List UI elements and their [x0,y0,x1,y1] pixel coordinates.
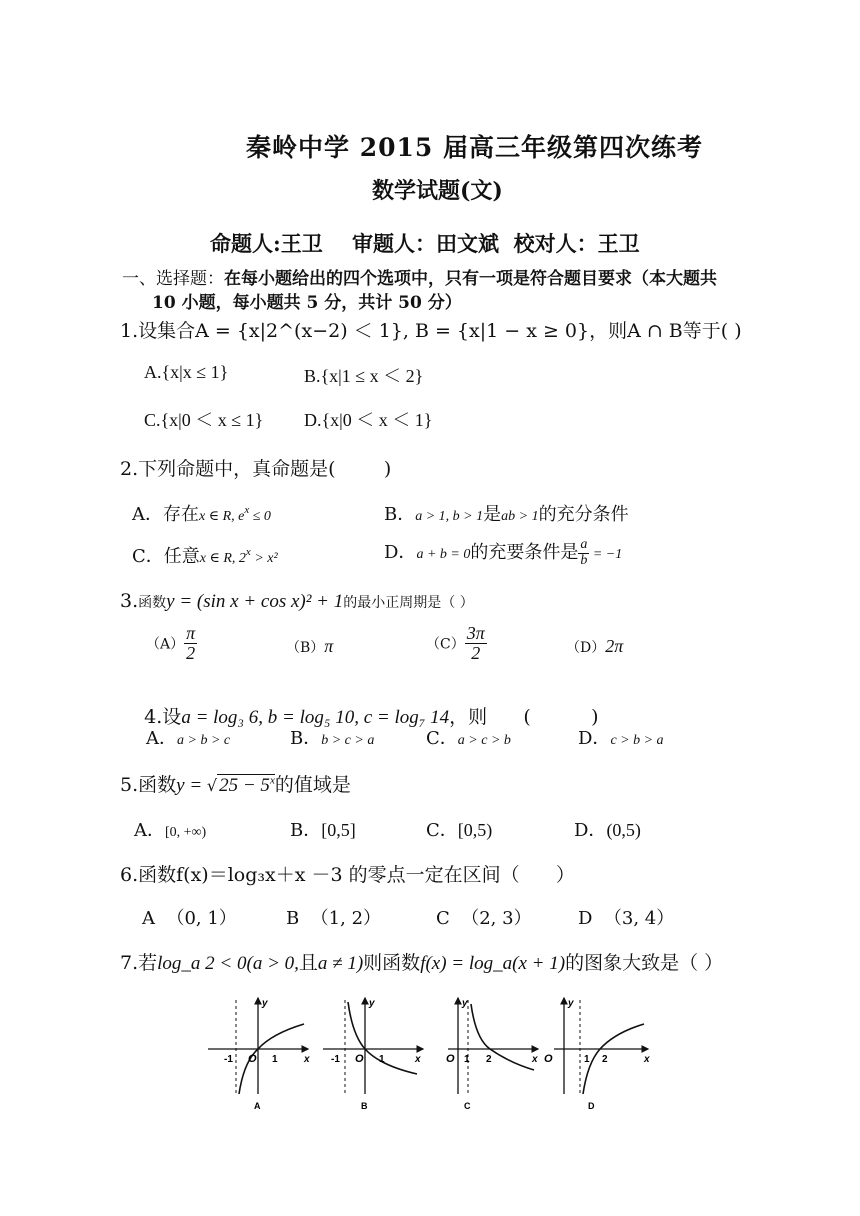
q5-stem: 5.函数y = √ $25 - 5^x$的值域是 [120,774,351,796]
q7-c-tick-2: 2 [486,1054,492,1065]
q7-b-y-label: y [369,998,375,1009]
q3-option-d: （D）2π [566,636,624,656]
q7-graph-c [446,998,538,1111]
q7-d-y-label: y [568,998,574,1009]
q1-stem: 1.设集合A = {x|2^(x−2) ＜ 1}, B = {x|1 − x ≥ 0}，则A ∩ B等于( ) [120,320,742,342]
q7-graph-b [323,998,423,1111]
q3-option-c: （C） $\frac{3\pi}{2}$ [426,623,485,663]
q1-option-b: B.{x|1 ≤ x ＜ 2} [304,366,424,386]
q7-a-label: A [254,1101,261,1111]
q5-option-d: D．(0,5) [574,820,641,841]
q7-stem: 7.若log_a 2 < 0(a > 0,且a ≠ 1)则函数f(x) = log_a(x + 1)的图象大致是（ ） [120,952,724,974]
q7-c-origin: O [446,1053,455,1065]
q2-option-a: A．存在x ∈ R, $e^x \le 0$ [132,504,271,525]
q4-option-c: C．a > c > b [426,728,511,749]
q7-a-tick-neg1: -1 [224,1054,233,1065]
q7-a-tick-1: 1 [272,1054,278,1065]
q7-b-label: B [361,1101,368,1111]
q6-stem: 6.函数f(x)＝log₃x＋x －3 的零点一定在区间（ ） [120,864,575,886]
q7-d-tick-1: 1 [584,1054,590,1065]
q1-option-d: D.{x|0 ＜ x ＜ 1} [304,410,433,430]
q3-option-b: （B）π [286,636,334,656]
q7-b-origin: O [355,1053,364,1065]
q7-graph-d [544,998,650,1111]
q7-d-origin: O [544,1053,553,1065]
q7-b-tick-1: 1 [379,1054,385,1065]
q7-c-y-label: y [462,998,468,1009]
q7-graph-a [208,998,310,1111]
q6-option-d: D （3, 4） [578,908,675,929]
q2-stem: 2.下列命题中，真命题是( ) [120,458,392,480]
q4-option-d: D．c > b > a [578,728,664,749]
q7-b-tick-neg1: -1 [331,1054,340,1065]
section-heading [122,264,717,289]
q7-a-y-label: y [262,998,268,1009]
exam-title: 秦岭中学 2015 届高三年级第四次练考 [246,133,703,162]
q7-a-x-label: x [304,1054,310,1065]
q5-option-b: B．[0,5] [290,820,356,841]
q2-option-b: B．a > 1, b > 1是ab > 1的充分条件 [384,504,629,525]
section-label: 一、选择题： [122,269,224,289]
q5-option-a: A．[0, +∞) [134,820,207,841]
q2-option-c: C．任意x ∈ R, $2^x > x^2$ [132,546,278,567]
q6-option-a: A （0, 1） [142,908,237,929]
q7-d-label: D [588,1101,595,1111]
q4-option-a: A．a > b > c [146,728,231,749]
q6-option-c: C （2, 3） [436,908,532,929]
q7-a-origin: O [248,1053,257,1065]
q7-c-tick-1: 1 [464,1054,470,1065]
q1-option-c: C.{x|0 ＜ x ≤ 1} [144,410,264,430]
q7-d-tick-2: 2 [602,1054,608,1065]
section-instructions-1: 在每小题给出的四个选项中，只有一项是符合题目要求（本大题共 [224,269,717,289]
q1-option-a: A.{x|x ≤ 1} [144,362,229,382]
q4-stem: 4.设a = log₃ 6, b = log₅ 10, c = log₇ 14，则 ( ) [144,706,599,728]
q7-c-x-label: x [532,1054,538,1065]
q4-option-b: B．b > c > a [290,728,375,749]
q2-option-d: D．a + b = 0的充要条件是 $\frac{a}{b}$ = −1 [384,537,623,568]
q7-b-x-label: x [415,1054,421,1065]
q7-graphs [206,994,656,1114]
exam-subtitle: 数学试题(文) [372,178,503,204]
section-instructions-2: 10 小题，每小题共 5 分，共计 50 分） [152,293,462,313]
q2-d-fraction: $\frac{a}{b}$ [580,537,588,568]
q5-radical: $25 - 5^x$ [219,774,275,796]
q5-option-c: C．[0,5) [426,820,493,841]
q7-c-label: C [464,1101,471,1111]
exam-authors: 命题人:王卫 审题人：田文斌 校对人：王卫 [210,231,640,256]
q6-option-b: B （1, 2） [286,908,382,929]
q3-stem: 3.函数y = (sin x + cos x)² + 1的最小正周期是（ ） [120,590,474,612]
q3-option-a: （A） $\frac{\pi}{2}$ [146,623,196,663]
q7-d-x-label: x [644,1054,650,1065]
